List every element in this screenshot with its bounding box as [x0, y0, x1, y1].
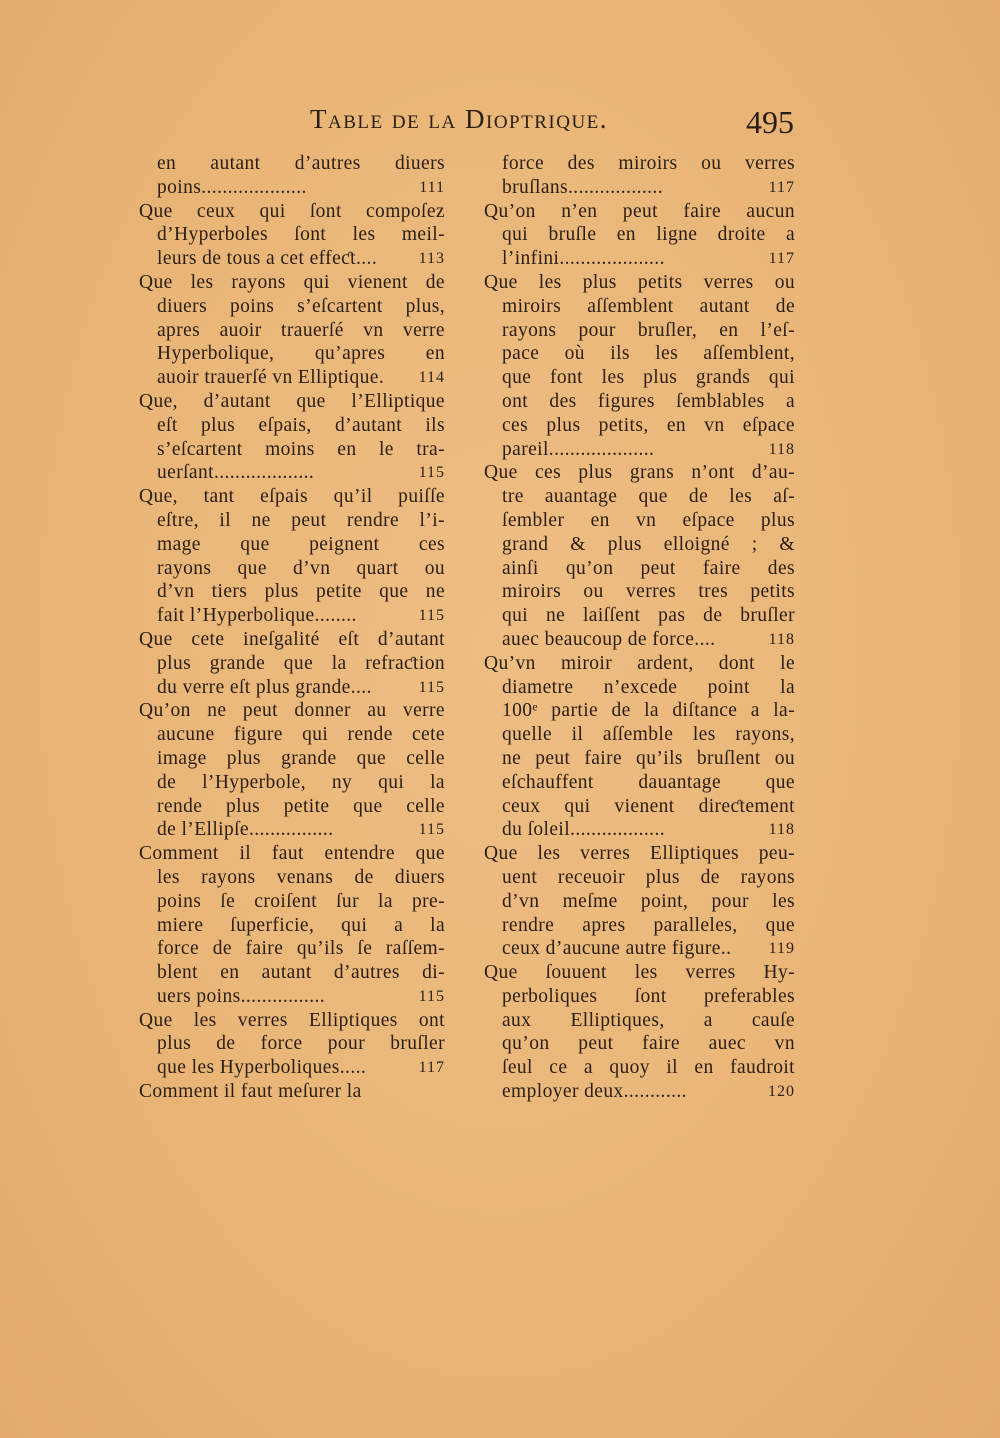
toc-entry [480, 152, 795, 200]
entry-line: Que les verres Elliptiques ont [139, 1009, 445, 1031]
entry-line: fait l’Hyperbolique........ [157, 605, 357, 627]
entry-line: rende plus petite que celle [157, 795, 445, 817]
entry-line: qui ne laiſſent pas de bruſler [502, 605, 795, 627]
toc-entry [480, 842, 795, 961]
entry-line: Hyperbolique, qu’apres en [157, 343, 445, 365]
entry-line: miere ſuperficie, qui a la [157, 914, 445, 936]
entry-line: Que, tant eſpais qu’il puiſſe [139, 486, 445, 508]
entry-line: auec beaucoup de force.... [502, 628, 716, 650]
entry-line: blent en autant d’autres di- [157, 962, 445, 984]
entry-page-ref: 119 [768, 940, 795, 958]
entry-line: Qu’vn miroir ardent, dont le [484, 652, 795, 674]
entry-line: poins ſe croiſent ſur la pre- [157, 890, 445, 912]
toc-entry [135, 1009, 445, 1080]
entry-line: ſembler en vn eſpace plus [502, 509, 795, 531]
entry-line: Comment il faut meſurer la [139, 1081, 362, 1103]
entry-page-ref: 115 [418, 607, 445, 625]
entry-page-ref: 117 [418, 1059, 445, 1077]
entry-line: les rayons venans de diuers [157, 866, 445, 888]
entry-line: Que ſouuent les verres Hy- [484, 962, 795, 984]
entry-line: mage que peignent ces [157, 533, 445, 555]
right-column [480, 152, 795, 1104]
entry-page-ref: 114 [418, 369, 445, 387]
entry-line: poins.................... [157, 176, 307, 198]
entry-line: uerſant................... [157, 462, 315, 484]
entry-line: bruſlans.................. [502, 176, 663, 198]
entry-line: force de faire qu’ils ſe raſſem- [157, 938, 445, 960]
entry-line: que font les plus grands qui [502, 367, 795, 389]
toc-entry [480, 652, 795, 842]
entry-line: d’Hyperboles ſont les meil- [157, 224, 445, 246]
entry-line: 100ᵉ partie de la diſtance a la- [502, 700, 795, 722]
entry-line: eſtre, il ne peut rendre l’i- [157, 509, 445, 531]
entry-line: Que cete ineſgalité eſt d’autant [139, 628, 445, 650]
entry-line: tre auantage que de les aſ- [502, 486, 795, 508]
running-header [310, 100, 800, 140]
entry-page-ref: 115 [418, 987, 445, 1005]
entry-line: leurs de tous a cet effeƈt.... [157, 248, 378, 270]
entry-line: Que, d’autant que l’Elliptique [139, 390, 445, 412]
toc-entry [480, 961, 795, 1104]
entry-line: d’vn meſme point, pour les [502, 890, 795, 912]
toc-entry [135, 842, 445, 1009]
entry-line: aucune figure qui rende cete [157, 724, 445, 746]
entry-line: Que les rayons qui vienent de [139, 271, 445, 293]
entry-line: auoir trauerſé vn Elliptique. [157, 367, 385, 389]
entry-line: rayons pour bruſler, en l’eſ- [502, 319, 795, 341]
toc-entry [135, 699, 445, 842]
entry-line: du verre eſt plus grande.... [157, 676, 372, 698]
entry-line: ſeul ce a quoy il en faudroit [502, 1057, 795, 1079]
entry-line: rendre apres paralleles, que [502, 914, 795, 936]
entry-line: ont des figures ſemblables a [502, 390, 795, 412]
entry-line: plus de force pour bruſler [157, 1033, 445, 1055]
entry-line: employer deux............ [502, 1081, 687, 1103]
entry-line: eſchauffent dauantage que [502, 771, 795, 793]
toc-entry [135, 390, 445, 485]
entry-page-ref: 118 [768, 821, 795, 839]
entry-page-ref: 115 [418, 678, 445, 696]
entry-line: pareil.................... [502, 438, 655, 460]
entry-page-ref: 113 [418, 250, 445, 268]
entry-line: que les Hyperboliques..... [157, 1057, 367, 1079]
entry-line: image plus grande que celle [157, 747, 445, 769]
toc-entry [135, 271, 445, 390]
entry-line: de l’Ellipſe................ [157, 819, 334, 841]
entry-line: d’vn tiers plus petite que ne [157, 581, 445, 603]
header-title: Table de la Dioptrique. [310, 104, 609, 134]
entry-page-ref: 120 [768, 1083, 795, 1101]
toc-entry [135, 200, 445, 271]
toc-entry [480, 461, 795, 651]
toc-entry [480, 271, 795, 461]
entry-line: aux Elliptiques, a cauſe [502, 1009, 795, 1031]
entry-page-ref: 118 [768, 630, 795, 648]
entry-line: quelle il aſſemble les rayons, [502, 724, 795, 746]
entry-line: Que ceux qui ſont compoſez [139, 200, 445, 222]
entry-page-ref: 111 [419, 178, 445, 196]
entry-line: perboliques ſont preferables [502, 985, 795, 1007]
toc-entry [135, 1080, 445, 1104]
entry-page-ref: 117 [768, 178, 795, 196]
entry-line: Comment il faut entendre que [139, 843, 445, 865]
page-number: 495 [746, 104, 794, 140]
entry-line: plus grande que la refraƈtion [157, 652, 445, 674]
entry-line: Que ces plus grans n’ont d’au- [484, 462, 795, 484]
entry-line: grand & plus elloigné ; & [502, 533, 795, 555]
entry-line: Que les plus petits verres ou [484, 271, 795, 293]
entry-line: du ſoleil.................. [502, 819, 666, 841]
entry-line: ne peut faire qu’ils bruſlent ou [502, 747, 795, 769]
entry-line: s’eſcartent moins en le tra- [157, 438, 445, 460]
entry-line: Que les verres Elliptiques peu- [484, 843, 795, 865]
entry-line: miroirs aſſemblent autant de [502, 295, 795, 317]
left-column [135, 152, 445, 1104]
toc-entry [135, 152, 445, 200]
entry-line: l’infini.................... [502, 248, 665, 270]
entry-page-ref: 115 [418, 821, 445, 839]
toc-entry [135, 485, 445, 628]
entry-line: ceux qui vienent direƈtement [502, 795, 795, 817]
entry-line: de l’Hyperbole, ny qui la [157, 771, 445, 793]
entry-line: en autant d’autres diuers [157, 153, 445, 174]
entry-page-ref: 118 [768, 440, 795, 458]
entry-page-ref: 117 [768, 250, 795, 268]
entry-line: miroirs ou verres tres petits [502, 581, 795, 603]
entry-line: apres auoir trauerſé vn verre [157, 319, 445, 341]
entry-line: qui bruſle en ligne droite a [502, 224, 795, 246]
entry-line: eſt plus eſpais, d’autant ils [157, 414, 445, 436]
entry-page-ref: 115 [418, 464, 445, 482]
entry-line: force des miroirs ou verres [502, 153, 795, 174]
toc-entry [135, 628, 445, 699]
toc-entry [480, 200, 795, 271]
entry-line: ainſi qu’on peut faire des [502, 557, 795, 579]
entry-line: Qu’on n’en peut faire aucun [484, 200, 795, 222]
entry-line: pace où ils les aſſemblent, [502, 343, 795, 365]
entry-line: diametre n’excede point la [502, 676, 795, 698]
entry-line: uent receuoir plus de rayons [502, 866, 795, 888]
entry-line: diuers poins s’eſcartent plus, [157, 295, 445, 317]
entry-line: rayons que d’vn quart ou [157, 557, 445, 579]
entry-line: Qu’on ne peut donner au verre [139, 700, 445, 722]
entry-line: uers poins................ [157, 985, 326, 1007]
entry-line: ces plus petits, en vn eſpace [502, 414, 795, 436]
entry-line: qu’on peut faire auec vn [502, 1033, 795, 1055]
entry-line: ceux d’aucune autre figure.. [502, 938, 732, 960]
